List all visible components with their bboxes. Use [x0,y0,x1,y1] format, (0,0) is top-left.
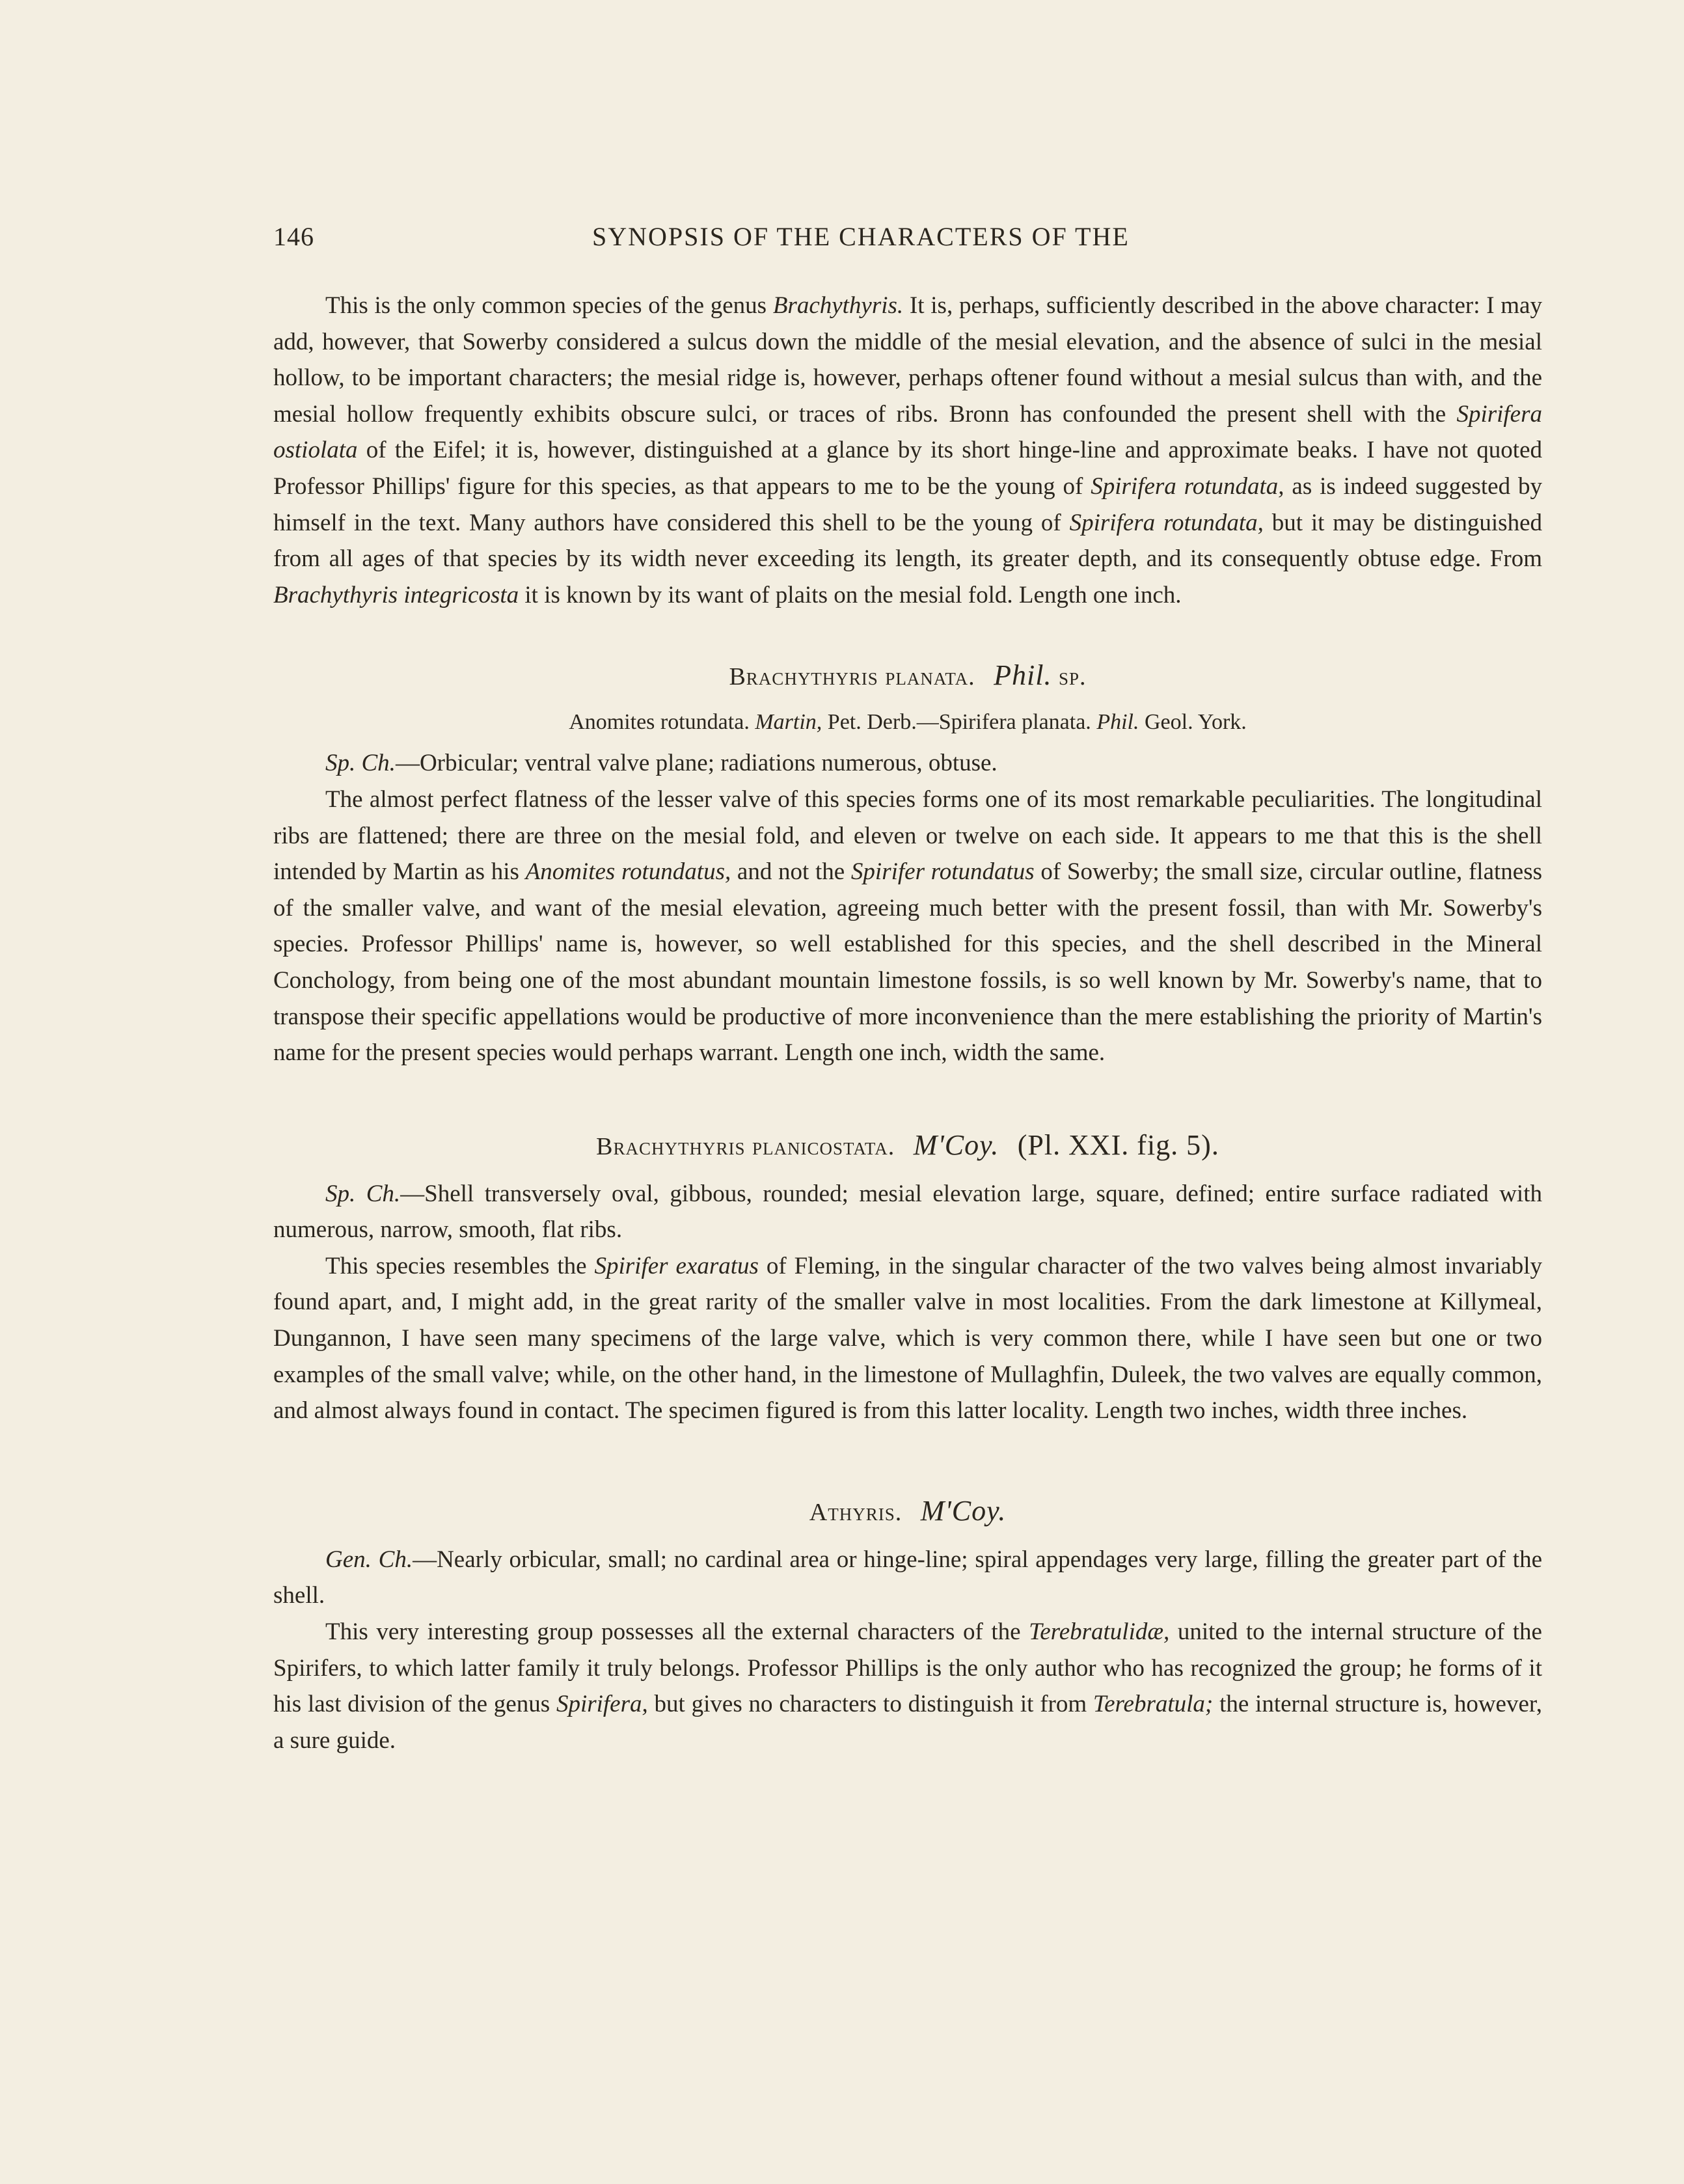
page [273,221,1542,1758]
section-title-athyris [273,1494,1542,1527]
page-header [273,221,1542,260]
species-name: Brachythyris planicostata. [596,1132,895,1160]
section-title-planata [273,659,1542,692]
plate-reference: (Pl. XXI. fig. 5). [1017,1128,1219,1161]
species-author: M'Coy. [913,1128,999,1161]
genus-name: Athyris. [809,1498,903,1526]
specific-character: Sp. Ch.—Orbicular; ventral valve plane; radiations numerous, obtuse. [325,750,998,777]
generic-character: Gen. Ch.—Nearly orbicular, small; no cardinal area or hinge-line; spiral appendages very large, filling the greater part of the shell. [273,1546,1542,1609]
description-paragraph: This very interesting group possesses all the external characters of the Terebratulidæ, united to the internal structure of the Spirifers, to which latter family it truly belongs. Professor Phillips is the only author who has recognized the group; he forms of it his last division of the genus Spirifera, but gives no characters to distinguish it from Terebratula; the internal structure is, however, a sure guide. [273,1618,1542,1754]
page-number: 146 [273,222,314,251]
description-paragraph: The almost perfect flatness of the lesser valve of this species forms one of its most remarkable peculiarities. The longitudinal ribs are flattened; there are three on the mesial fold, and eleven or twelve on each side. It appears to me that this is the shell intended by Martin as his Anomites rotundatus, and not the Spirifer rotundatus of Sowerby; the small size, circular outline, flatness of the smaller valve, and want of the mesial elevation, agreeing much better with the present fossil, than with Mr. Sowerby's species. Professor Phillips' name is, however, so well established for this species, and the shell described in the Mineral Conchology, from being one of the most abundant mountain limestone fossils, is so well known by Mr. Sowerby's name, that to transpose their specific appellations would be productive of more inconvenience than the mere establishing the priority of Martin's name for the present species would perhaps warrant. Length one inch, width the same. [273,785,1543,1067]
species-author: Phil. [994,659,1052,692]
intro-paragraph: This is the only common species of the genus Brachythyris. It is, perhaps, sufficiently described in the above character: I may add, however, that Sowerby considered a sulcus down the middle of the mesial elevation, and the absence of sulci in the mesial hollow, to be important characters; the mesial ridge is, however, perhaps oftener found without a mesial sulcus than with, and the mesial hollow frequently exhibits obscure sulci, or traces of ribs. Bronn has confounded the present shell with the Spirifera ostiolata of the Eifel; it is, however, distinguished at a glance by its short hinge-line and approximate beaks. I have not quoted Professor Phillips' figure for this species, as that appears to me to be the young of Spirifera rotundata, as is indeed suggested by himself in the text. Many authors have considered this shell to be the young of Spirifera rotundata, but it may be distinguished from all ages of that species by its width never exceeding its length, its greater depth, and its consequently obtuse edge. From Brachythyris integricosta it is known by its want of plaits on the mesial fold. Length one inch. [273,292,1542,608]
species-suffix: sp. [1059,663,1087,691]
species-name: Brachythyris planata. [729,663,975,691]
running-title: SYNOPSIS OF THE CHARACTERS OF THE [592,222,1130,251]
description-paragraph: This species resembles the Spirifer exaratus of Fleming, in the singular character of the two valves being almost invariably found apart, and, I might add, in the great rarity of the smaller valve in most localities. From the dark limestone at Killymeal, Dungannon, I have seen many specimens of the large valve, which is very common there, while I have seen but one or two examples of the small valve; while, on the other hand, in the limestone of Mullaghfin, Duleek, the two valves are equally common, and almost always found in contact. The specimen figured is from this latter locality. Length two inches, width three inches. [273,1252,1543,1425]
specific-character: Sp. Ch.—Shell transversely oval, gibbous, rounded; mesial elevation large, square, defined; entire surface radiated with numerous, narrow, smooth, flat ribs. [273,1180,1542,1244]
section-title-planicostata [273,1128,1542,1162]
genus-author: M'Coy. [920,1494,1007,1527]
synonymy-line: Anomites rotundata. Martin, Pet. Derb.—Spirifera planata. Phil. Geol. York. [569,710,1247,735]
